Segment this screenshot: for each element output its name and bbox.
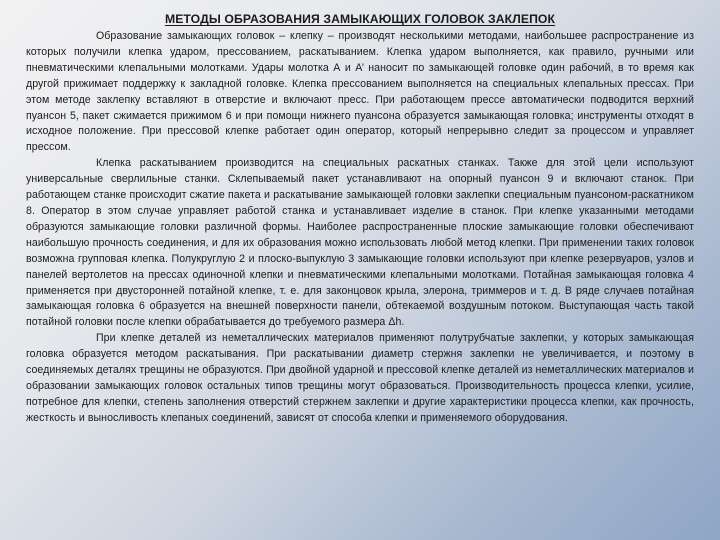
- paragraph-3: При клепке деталей из неметаллических материалов применяют полутрубчатые заклепки, у которых замыкающая головка образуется методом раскатывания. При раскатывании диаметр стержня заклепки не увеличивается, и поэтому в соединяемых деталях трещины не образуются. При двойной ударной и прессовой клепке деталей из неметаллических материалов и образовании замыкающих головок остальных типов трещины могут образоваться. Производительность процесса клепки, усилие, потребное для клепки, степень заполнения отверстий стержнем заклепки и другие характеристики процесса клепки, как прочность, жесткость и выносливость клепаных соединений, зависят от способа клепки и применяемого оборудования.: [26, 332, 694, 424]
- paragraph-2: Клепка раскатыванием производится на специальных раскатных станках. Также для этой цели используют универсальные сверлильные станки. Склепываемый пакет устанавливают на опорный пуансон 9 и включают станок. При работающем станке происходит сжатие пакета и раскатывание замыкающей головки заклепки специальным пуансоном-раскатником 8. Оператор в этом случае управляет работой станка и устанавливает изделие в станок. При клепке указанными методами образуются замыкающие головки различной формы. Наиболее распространенные плоские замыкающие головки обеспечивают наибольшую прочность соединения, и для их образования можно использовать любой метод клепки. При применении таких головок возможна групповая клепка. Полукруглую 2 и плоско-выпуклую 3 замыкающие головки используют при клепке резервуаров, узлов и панелей вертолетов на прессах одиночной клепки и пневматическими клепальными молотками. Потайная замыкающая головка 4 применяется при двусторонней потайной клепке, т. е. для законцовок крыла, элерона, триммеров и т. д. В ряде случаев потайная замыкающая головка 6 образуется на внешней поверхности панели, обтекаемой воздушным потоком. Выступающая часть такой потайной головки после клепки обрабатывается до требуемого размера Δh.: [26, 157, 694, 329]
- page-title: МЕТОДЫ ОБРАЗОВАНИЯ ЗАМЫКАЮЩИХ ГОЛОВОК ЗАКЛЕПОК: [164, 12, 556, 26]
- document-body: [26, 29, 694, 427]
- paragraph-1: Образование замыкающих головок – клепку – производят несколькими методами, наибольшее распространение из которых получили клепка ударом, прессованием, раскатыванием. Клепка ударом выполняется, как правило, ручными или пневматическими клепальными молотками. Удары молотка А и А’ наносит по замыкающей головке один рабочий, в то время как другой прижимает поддержку к закладной головке. Клепка прессованием выполняется на специальных клепальных прессах. При этом методе заклепку вставляют в отверстие и включают пресс. При работающем прессе автоматически подводится верхний пуансон 5, пакет сжимается прижимом 6 и при помощи нижнего пуансона образуется замыкающая головка; инструменты отходят в исходное положение. При прессовой клепке работает один оператор, который непрерывно следит за процессом и управляет прессом.: [26, 30, 694, 154]
- slide: [26, 12, 694, 530]
